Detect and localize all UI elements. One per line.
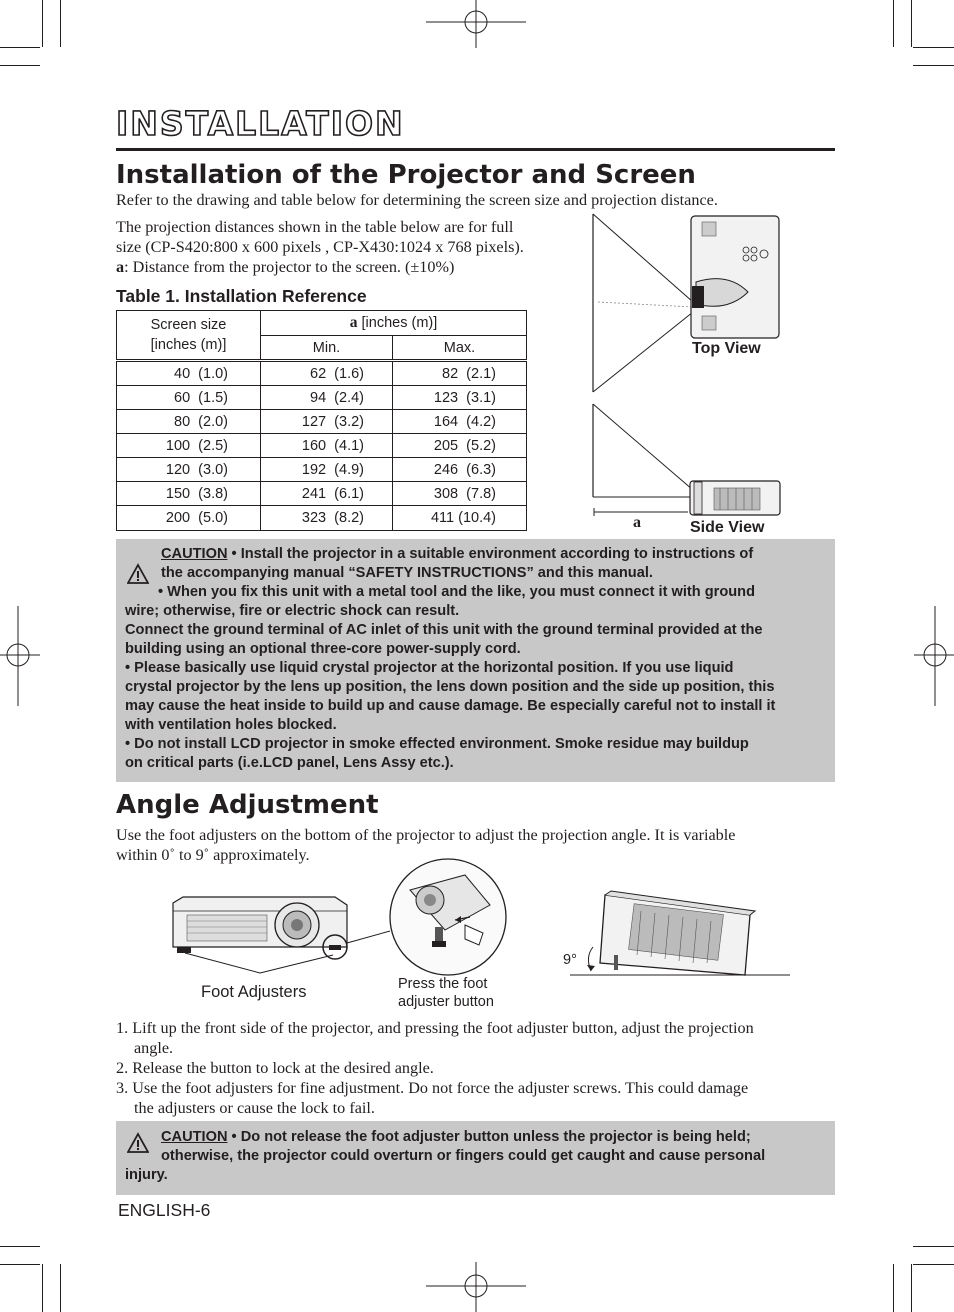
header-screen-size-units: [inches (m)]	[150, 337, 227, 353]
cell-max: 82 (2.1)	[393, 361, 527, 386]
step-number: 3.	[116, 1079, 129, 1097]
step-text-continued: angle.	[134, 1039, 174, 1057]
heading-rule	[116, 148, 835, 151]
cell-min: 323 (8.2)	[261, 506, 393, 531]
projection-note-line: size (CP-S420:800 x 600 pixels , CP-X430:1024 x 768 pixels).	[116, 238, 524, 256]
header-screen-size-line: Screen size	[150, 317, 227, 333]
registration-mark-top	[426, 0, 526, 50]
adjustment-steps	[116, 1018, 836, 1118]
cell-min: 127 (3.2)	[261, 410, 393, 434]
projector-tilted-drawing	[570, 891, 790, 975]
warning-icon	[127, 563, 149, 585]
caution-line: with ventilation holes blocked.	[125, 717, 337, 733]
angle-intro-line: within 0˚ to 9˚ approximately.	[116, 846, 310, 864]
cell-max: 205 (5.2)	[393, 434, 527, 458]
caution-line	[161, 1128, 831, 1147]
cell-screen-size: 40 (1.0)	[117, 361, 261, 386]
cell-max: 246 (6.3)	[393, 458, 527, 482]
page-footer: ENGLISH-6	[118, 1200, 211, 1220]
side-view-label: Side View	[690, 519, 765, 536]
header-distance	[261, 311, 527, 336]
table-row	[117, 361, 527, 386]
projection-diagram	[588, 212, 788, 542]
table-row	[117, 434, 527, 458]
caution-line: building using an optional three-core power-supply cord.	[125, 641, 521, 657]
caution-line: may cause the heat inside to build up and cause damage. Be especially careful not to install it	[125, 698, 776, 714]
distance-definition-text: : Distance from the projector to the screen. (±10%)	[124, 258, 455, 276]
cell-min: 62 (1.6)	[261, 361, 393, 386]
table-caption: Table 1. Installation Reference	[116, 286, 367, 306]
cell-max: 164 (4.2)	[393, 410, 527, 434]
cell-min: 192 (4.9)	[261, 458, 393, 482]
cell-min: 94 (2.4)	[261, 386, 393, 410]
installation-reference-table	[116, 310, 527, 531]
section-title-angle: Angle Adjustment	[116, 790, 379, 820]
cell-screen-size: 120 (3.0)	[117, 458, 261, 482]
top-view-label: Top View	[692, 340, 761, 357]
press-button-label-line: Press the foot	[398, 976, 488, 992]
table-row	[117, 506, 527, 531]
table-body	[117, 361, 527, 531]
header-distance-units: [inches (m)]	[357, 315, 438, 331]
table-row	[117, 482, 527, 506]
registration-mark-right	[914, 606, 954, 706]
cell-min: 160 (4.1)	[261, 434, 393, 458]
table-row	[117, 386, 527, 410]
distance-definition	[116, 257, 586, 277]
step-text: Release the button to lock at the desired angle.	[132, 1059, 434, 1077]
caution-text: • Install the projector in a suitable environment according to instructions of	[227, 546, 754, 562]
caution-line: • Please basically use liquid crystal projector at the horizontal position. If you use liquid	[125, 660, 734, 676]
caution-box-angle	[116, 1121, 835, 1195]
header-distance-symbol: a	[349, 314, 358, 331]
angle-label: 9°	[563, 952, 577, 968]
step-text-continued: the adjusters or cause the lock to fail.	[134, 1099, 375, 1117]
caution-line: • When you fix this unit with a metal tool and the like, you must connect it with ground	[158, 584, 755, 600]
table-row	[117, 458, 527, 482]
foot-button-closeup	[390, 859, 506, 975]
side-view-diagram	[593, 404, 780, 516]
step-item	[116, 1058, 836, 1078]
cell-max: 308 (7.8)	[393, 482, 527, 506]
table-header-row	[117, 311, 527, 336]
caution-line: wire; otherwise, fire or electric shock can result.	[125, 603, 460, 619]
angle-intro-line: Use the foot adjusters on the bottom of the projector to adjust the projection angle. It is variable	[116, 826, 736, 844]
step-number: 2.	[116, 1059, 129, 1077]
top-view-diagram	[593, 214, 779, 392]
warning-icon	[127, 1132, 149, 1154]
step-text: Lift up the front side of the projector, and pressing the foot adjuster button, adjust the projection	[132, 1019, 754, 1037]
cell-screen-size: 100 (2.5)	[117, 434, 261, 458]
step-number: 1.	[116, 1019, 129, 1037]
distance-label: a	[633, 514, 641, 531]
caution-label: CAUTION	[161, 546, 228, 562]
projection-note-line: The projection distances shown in the table below are for full	[116, 218, 514, 236]
caution-line: on critical parts (i.e.LCD panel, Lens Assy etc.).	[125, 755, 454, 771]
step-text: Use the foot adjusters for fine adjustment. Do not force the adjuster screws. This could damage	[132, 1079, 749, 1097]
table-row	[117, 410, 527, 434]
projector-front-drawing	[173, 897, 390, 973]
page-heading: INSTALLATION	[116, 104, 405, 143]
press-button-label-line: adjuster button	[398, 994, 494, 1010]
caution-line: injury.	[125, 1167, 168, 1183]
cell-max: 123 (3.1)	[393, 386, 527, 410]
cell-screen-size: 150 (3.8)	[117, 482, 261, 506]
cell-screen-size: 200 (5.0)	[117, 506, 261, 531]
header-max: Max.	[393, 336, 527, 361]
caution-line: Connect the ground terminal of AC inlet of this unit with the ground terminal provided at the	[125, 622, 763, 638]
cell-screen-size: 60 (1.5)	[117, 386, 261, 410]
caution-text: • Do not release the foot adjuster button unless the projector is being held;	[227, 1129, 751, 1145]
angle-illustration	[165, 855, 795, 985]
caution-box-installation	[116, 539, 835, 782]
caution-line: the accompanying manual “SAFETY INSTRUCTIONS” and this manual.	[161, 565, 653, 581]
caution-line: crystal projector by the lens up position, the lens down position and the side up position, this	[125, 679, 775, 695]
cell-screen-size: 80 (2.0)	[117, 410, 261, 434]
header-min: Min.	[261, 336, 393, 361]
caution-label: CAUTION	[161, 1129, 228, 1145]
cell-max: 411 (10.4)	[393, 506, 527, 531]
section-title-installation: Installation of the Projector and Screen	[116, 160, 696, 190]
caution-line: otherwise, the projector could overturn or fingers could get caught and cause personal	[161, 1148, 766, 1164]
step-item	[116, 1078, 836, 1118]
cell-min: 241 (6.1)	[261, 482, 393, 506]
caution-line: • Do not install LCD projector in smoke effected environment. Smoke residue may buildup	[125, 736, 749, 752]
header-screen-size	[117, 311, 261, 361]
distance-symbol: a	[116, 258, 125, 276]
registration-mark-bottom	[426, 1262, 526, 1312]
section-intro: Refer to the drawing and table below for determining the screen size and projection distance.	[116, 191, 718, 209]
registration-mark-left	[0, 606, 40, 706]
projection-note	[116, 217, 586, 277]
step-item	[116, 1018, 836, 1058]
press-button-label	[398, 975, 494, 1011]
caution-line	[161, 545, 831, 564]
foot-adjusters-label: Foot Adjusters	[201, 983, 307, 1001]
